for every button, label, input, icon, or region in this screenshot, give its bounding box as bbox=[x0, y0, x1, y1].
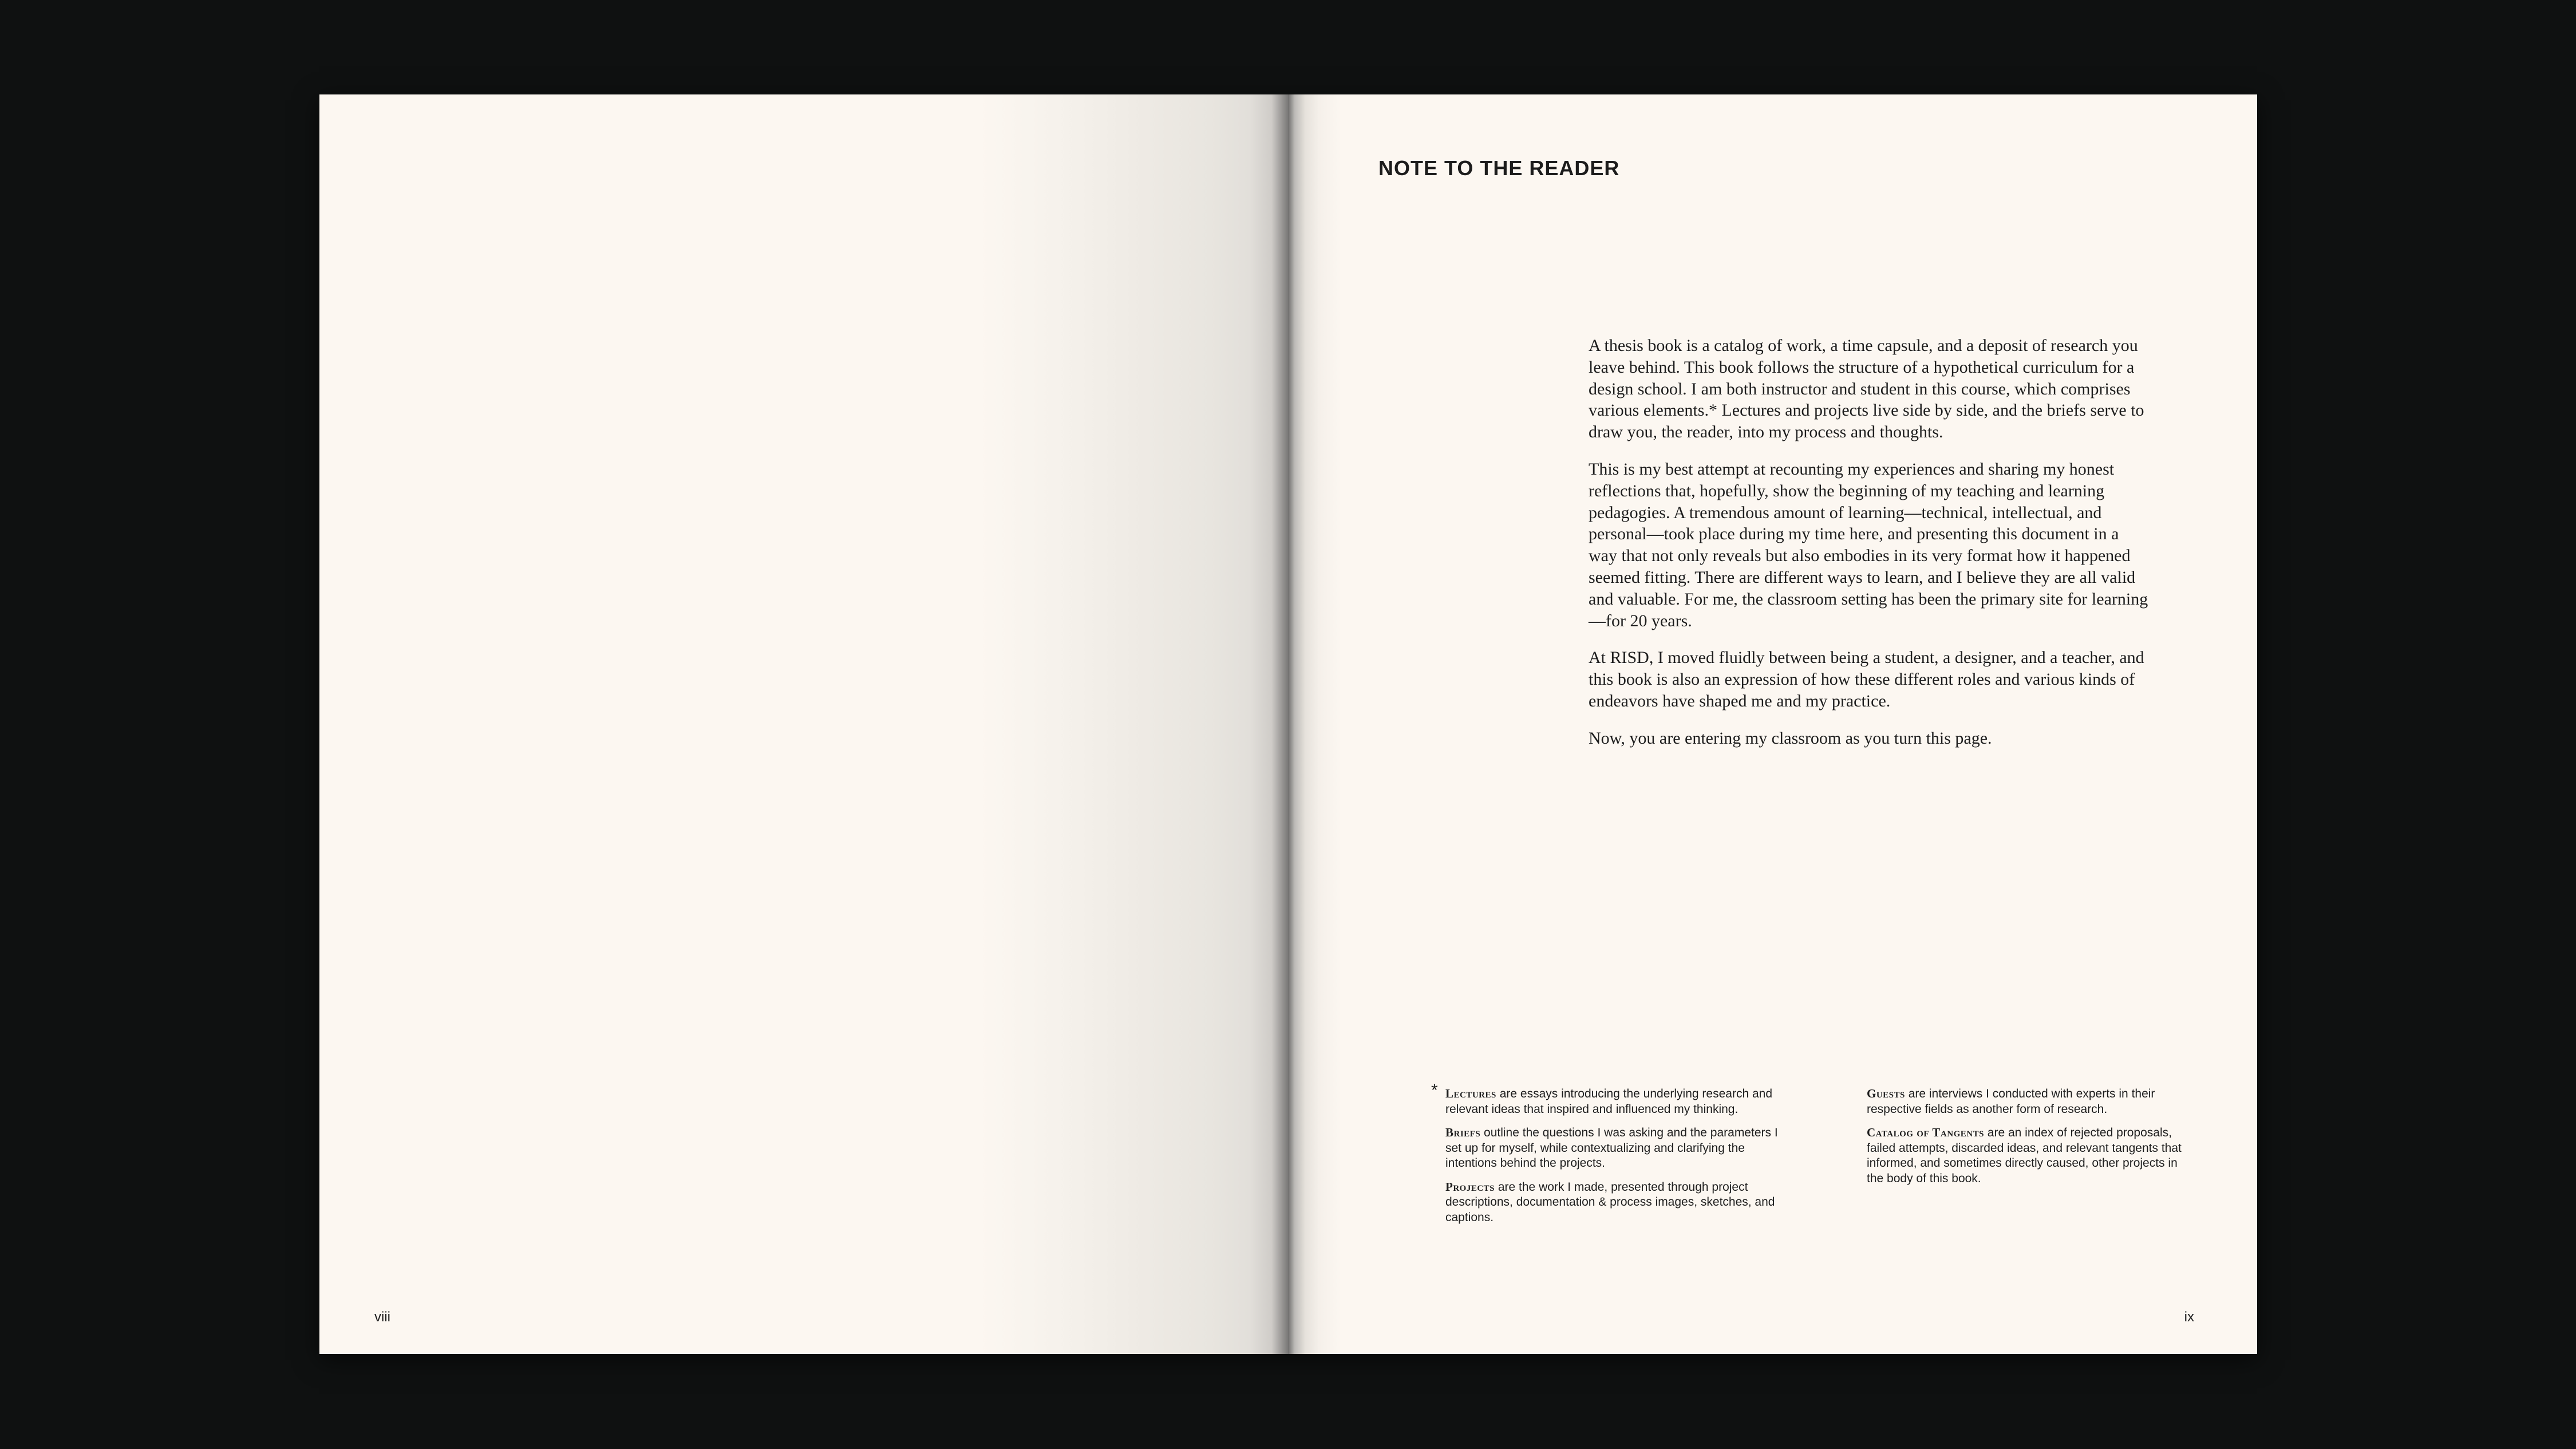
body-text bbox=[1589, 335, 2150, 765]
footnotes-right-column bbox=[1867, 1086, 2193, 1194]
footnote-term: Briefs bbox=[1445, 1126, 1481, 1139]
footnote-text: are essays introducing the underlying research and relevant ideas that inspired and influenced my thinking. bbox=[1445, 1087, 1772, 1116]
footnote-text: outline the questions I was asking and the parameters I set up for myself, while contextualizing and clarifying the intentions behind the projects. bbox=[1445, 1126, 1778, 1170]
footnotes-left-column bbox=[1445, 1086, 1789, 1233]
footnote-text: are the work I made, presented through project descriptions, documentation & process images, sketches, and captions. bbox=[1445, 1180, 1775, 1224]
book-spread bbox=[319, 94, 2257, 1354]
paragraph: Now, you are entering my classroom as you turn this page. bbox=[1589, 728, 1992, 748]
footnote-marker: * bbox=[1431, 1081, 1438, 1100]
footnote-item bbox=[1445, 1179, 1789, 1226]
footnote-item bbox=[1445, 1086, 1789, 1117]
footnote-term: Lectures bbox=[1445, 1087, 1496, 1100]
left-page bbox=[319, 94, 1288, 1354]
footnote-item bbox=[1445, 1125, 1789, 1171]
right-page bbox=[1288, 94, 2257, 1354]
footnote-item bbox=[1867, 1086, 2193, 1117]
footnote-term: Guests bbox=[1867, 1087, 1905, 1100]
page-number-left: viii bbox=[374, 1309, 390, 1325]
footnote-text: are an index of rejected proposals, failed attempts, discarded ideas, and relevant tangents that informed, and sometimes directly caused, other projects in the body of this book. bbox=[1867, 1126, 2182, 1185]
footnote-term: Projects bbox=[1445, 1179, 1495, 1194]
paragraph: A thesis book is a catalog of work, a time capsule, and a deposit of research you leave behind. This book follows the structure of a hypothetical curriculum for a design school. I am both instructor and student in this course, which comprises various elements.* Lectures and projects live side by side, and the briefs serve to draw you, the reader, into my process and thoughts. bbox=[1589, 336, 2144, 442]
footnote-item bbox=[1867, 1125, 2193, 1186]
paragraph: At RISD, I moved fluidly between being a student, a designer, and a teacher, and this book is also an expression of how these different roles and various kinds of endeavors have shaped me and my practice. bbox=[1589, 648, 2144, 710]
page-number-right: ix bbox=[2184, 1309, 2194, 1325]
page-title: NOTE TO THE READER bbox=[1378, 156, 1620, 180]
paragraph: This is my best attempt at recounting my experiences and sharing my honest reflections that, hopefully, show the beginning of my teaching and learning pedagogies. A tremendous amount of learning—technical, intellectual, and personal—took place during my time here, and presenting this document in a way that not only reveals but also embodies in its very format how it happened seemed fitting. There are different ways to learn, and I believe they are all valid and valuable. For me, the classroom setting has been the primary site for learning—for 20 years. bbox=[1589, 459, 2148, 630]
footnote-term: Catalog of Tangents bbox=[1867, 1126, 1984, 1139]
footnote-text: are interviews I conducted with experts in their respective fields as another form of research. bbox=[1867, 1087, 2155, 1116]
